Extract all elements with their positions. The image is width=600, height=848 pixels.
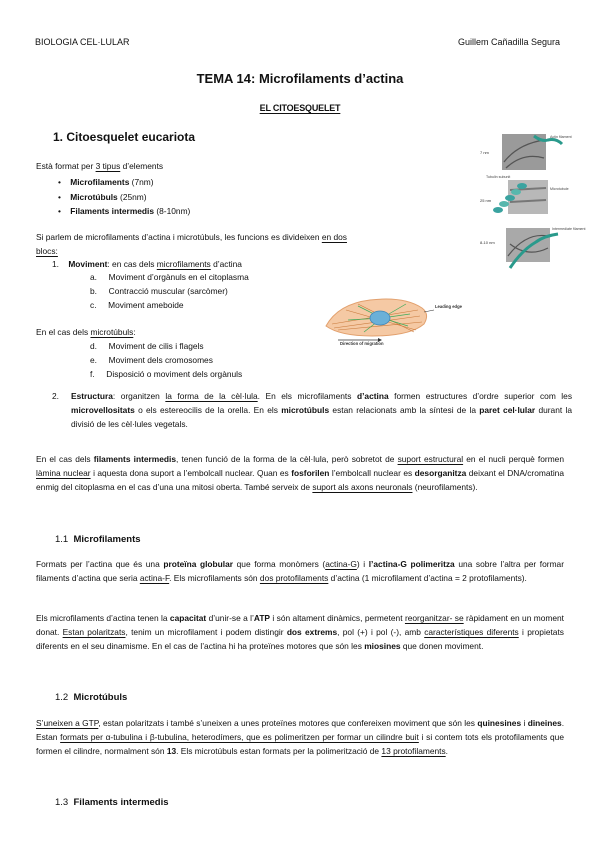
- migrating-cell-figure: [318, 290, 462, 346]
- label-tubulin: Tubulin subunit: [486, 175, 511, 179]
- filaments-figure: [478, 132, 586, 270]
- subsection-heading-microtubuls: 1.2 Microtúbuls: [55, 692, 128, 703]
- subsection-heading-microfilaments: 1.1 Microfilaments: [55, 534, 141, 545]
- element-types-list: [58, 175, 190, 219]
- header-course: BIOLOGIA CEL·LULAR: [35, 37, 130, 47]
- scale-7nm: 7 nm: [480, 150, 489, 155]
- label-actin: Actin filament: [550, 135, 572, 139]
- section-heading-citoesquelet: 1. Citoesquelet eucariota: [53, 130, 196, 144]
- functions-intro: Si parlem de microfilaments d’actina i microtúbuls, les funcions es divideixen en dos blocs:: [36, 232, 347, 256]
- label-direction: Direction of migration: [340, 341, 384, 346]
- list-item: d. Moviment de cilis i flagels: [90, 341, 204, 351]
- list-item: • Microfilaments (7nm): [58, 177, 154, 187]
- microtubuls-paragraph: S’uneixen a GTP, estan polaritzats i també s’uneixen a unes proteïnes motores que confereixen moviment que són les quinesines i dineines. Estan formats per α-tubulina i β-tubulina, heterodímers, que es polimeritzen per formar un cilindre buit i si contem tots els protofilaments que formen el cilindre, normalment són 13. Els microtúbuls estan formats per la polimerització de 13 protofilaments.: [36, 718, 565, 756]
- scale-25nm: 25 nm: [480, 198, 492, 203]
- list-item: c. Moviment ameboide: [90, 300, 184, 310]
- intermediate-paragraph: En el cas dels filaments intermedis, tenen funció de la forma de la cèl·lula, però sobretot de suport estructural en el nucli perquè formen làmina nuclear i aquesta dona suport a l’embolcall nuclear. Quan es fosforilen l’embolcall nuclear es desorganitza deixant el DNA/cromatina enmig del citoplasma en el cas d’una una mitosi oberta. També serveix de suport als axons neuronals (neurofilaments).: [36, 454, 564, 492]
- subsection-heading-filaments-intermedis: 1.3 Filaments intermedis: [55, 797, 169, 808]
- filaments-illustration: [478, 132, 586, 270]
- list-item: a. Moviment d’orgànuls en el citoplasma: [90, 272, 249, 282]
- nucleus: [370, 311, 390, 325]
- label-intermediate: Intermediate filament: [552, 227, 586, 231]
- page-title: TEMA 14: Microfilaments d’actina: [196, 71, 404, 86]
- microfilaments-paragraph-1: Formats per l’actina que és una proteïna globular que forma monòmers (actina-G) i l’actina-G polimeritza una sobre l’altra per formar filaments d’actina que seria actina-F. Els microfilaments són dos protofilaments d’actina (1 microfilament d’actina = 2 protofilaments).: [36, 559, 565, 583]
- function-moviment: 1. Moviment: en cas dels microfilaments d’actina: [52, 259, 242, 269]
- list-item: b. Contracció muscular (sarcòmer): [90, 286, 228, 296]
- list-item: e. Moviment dels cromosomes: [90, 355, 213, 365]
- list-item: • Microtúbuls (25nm): [58, 191, 147, 202]
- page-subtitle: EL CITOESQUELET: [259, 103, 341, 113]
- header-author: Guillem Cañadilla Segura: [457, 37, 560, 47]
- function-estructura: 2. Estructura: organitzen la forma de la cèl·lula. En els microfilaments d’actina formen estructures d’ordre superior com les microvellositats o els estereocilis de la orella. En els microtúbuls estan relacionats amb la síntesi de la paret cel·lular durant la divisió de les cèl·lules vegetals.: [52, 391, 573, 429]
- migrating-cell-illustration: [318, 290, 462, 346]
- section-intro: Està format per 3 tipus d’elements: [36, 161, 164, 171]
- list-item: f. Disposició o moviment dels orgànuls: [90, 369, 243, 379]
- microtubule-intro: En el cas dels microtúbuls:: [36, 327, 136, 337]
- label-microtubule: Microtubule: [550, 187, 569, 191]
- list-item: • Filaments intermedis (8-10nm): [58, 206, 191, 216]
- scale-8-10nm: 8-10 nm: [480, 240, 495, 245]
- label-leading-edge: Leading edge: [435, 304, 462, 309]
- intermediate-micrograph: [506, 228, 550, 262]
- microfilaments-paragraph-2: Els microfilaments d’actina tenen la capacitat d’unir-se a l’ATP i són altament dinàmics, permetent reorganitzar- se ràpidament en un moment donat. Estan polaritzats, tenim un microfilament i podem distingir dos extrems, pol (+) i pol (-), amb característiques diferents i propietats diferents en el seu dinamisme. En el cas de l’actina hi ha proteïnes motores que són les miosines que donen moviment.: [36, 613, 564, 651]
